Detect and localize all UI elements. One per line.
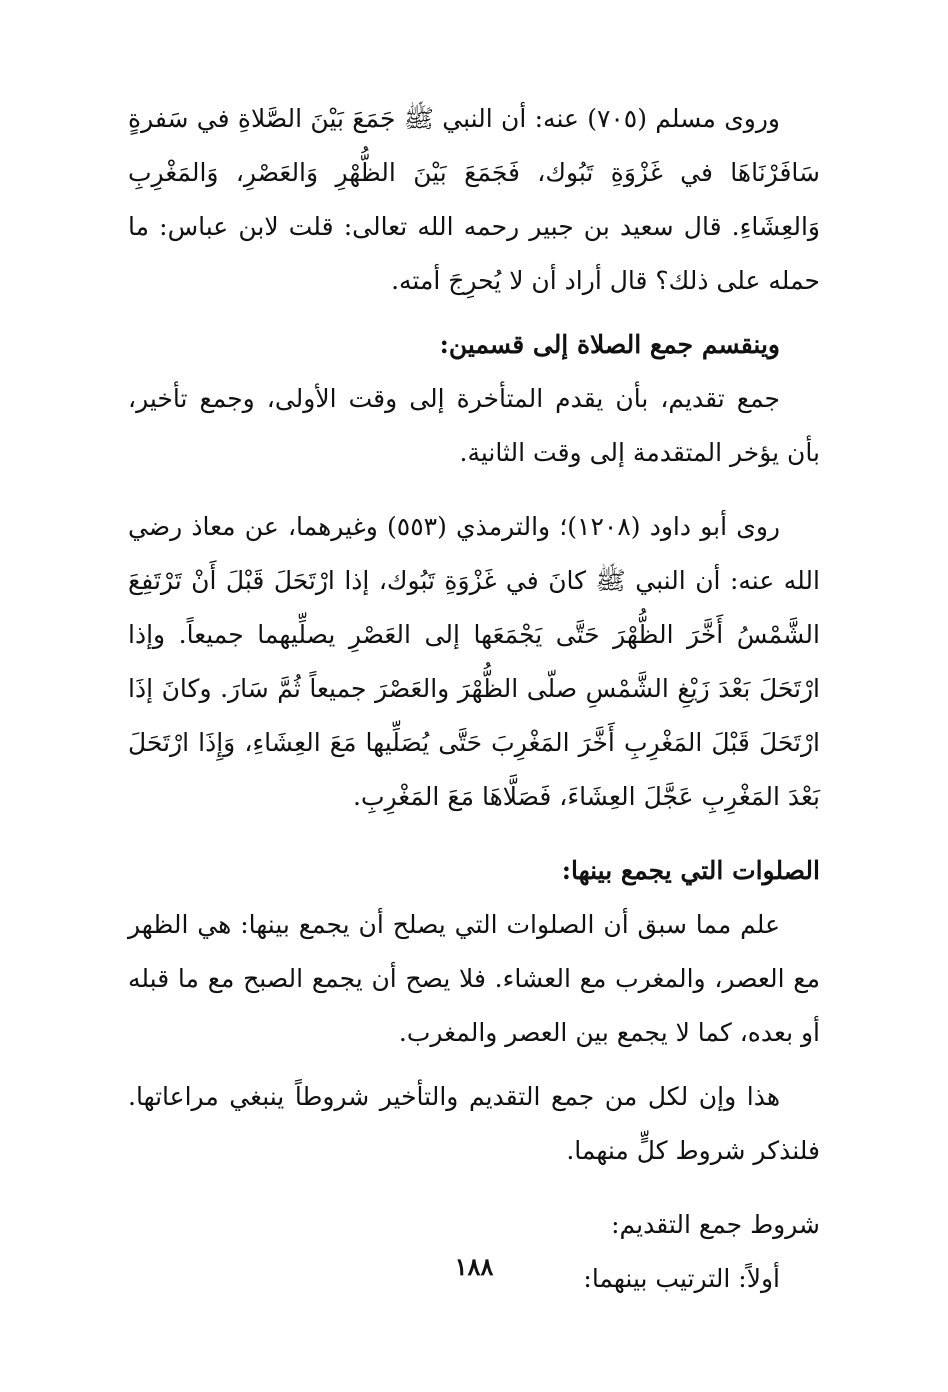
spacer bbox=[128, 1060, 820, 1070]
prayers-paragraph: علم مما سبق أن الصلوات التي يصلح أن يجمع بينها: هي الظهر مع العصر، والمغرب مع العشاء. فلا يصح أن يجمع الصبح مع ما قبله أو بعده، كما لا يجمع بين العصر والمغرب. bbox=[128, 910, 820, 1047]
conditions-intro-paragraph: هذا وإن لكل من جمع التقديم والتأخير شروطاً ينبغي مراعاتها. فلنذكر شروط كلٍّ منهما. bbox=[128, 1082, 820, 1165]
conditions-heading: شروط جمع التقديم: bbox=[611, 1210, 820, 1239]
abudawud-narration-paragraph: روى أبو داود (١٢٠٨)؛ والترمذي (٥٥٣) وغيرهما، عن معاذ رضي الله عنه: أن النبي ﷺ كانَ في غَزْوَةِ تَبُوك، إذا ارْتَحَلَ قَبْلَ أَنْ تَرْتَفِعَ الشَّمْسُ أَخَّرَ الظُّهْرَ حَتَّى يَجْمَعَها إلى العَصْرِ يصلِّيهما جميعاً. وإذا ارْتَحَلَ بَعْدَ زَيْغِ الشَّمْسِ صلّى الظُّهْرَ والعَصْرَ جميعاً ثُمَّ سَارَ. وكانَ إذَا ارْتَحَلَ قَبْلَ المَغْرِبِ أَخَّرَ المَغْرِبَ حَتَّى يُصَلِّيها مَعَ العِشَاءِ، وَإِذَا ارْتَحَلَ بَعْدَ المَغْرِبِ عَجَّلَ العِشَاءَ، فَصَلَّاهَا مَعَ المَغْرِبِ. bbox=[128, 512, 820, 811]
first-condition-line: أولاً: الترتيب بينهما: bbox=[583, 1264, 780, 1293]
spacer bbox=[128, 308, 820, 318]
page-number: ١٨٨ bbox=[454, 1252, 494, 1281]
spacer bbox=[128, 1178, 820, 1198]
muslim-narration-paragraph: وروى مسلم (٧٠٥) عنه: أن النبي ﷺ جَمَعَ بَيْنَ الصَّلاةِ في سَفرةٍ سَافَرْنَاهَا في غَزْوَةِ تَبُوك، فَجَمَعَ بَيْنَ الظُّهْرِ وَالعَصْرِ، وَالمَغْرِبِ وَالعِشَاءِ. قال سعيد بن جبير رحمه الله تعالى: قلت لابن عباس: ما حمله على ذلك؟ قال أراد أن لا يُحرِجَ أمته. bbox=[128, 104, 820, 295]
spacer bbox=[128, 480, 820, 500]
prayers-heading: الصلوات التي يجمع بينها: bbox=[561, 856, 820, 885]
types-paragraph: جمع تقديم، بأن يقدم المتأخرة إلى وقت الأولى، وجمع تأخير، بأن يؤخر المتقدمة إلى وقت الثانية. bbox=[128, 384, 820, 467]
types-heading: وينقسم جمع الصلاة إلى قسمين: bbox=[439, 330, 780, 359]
spacer bbox=[128, 824, 820, 844]
